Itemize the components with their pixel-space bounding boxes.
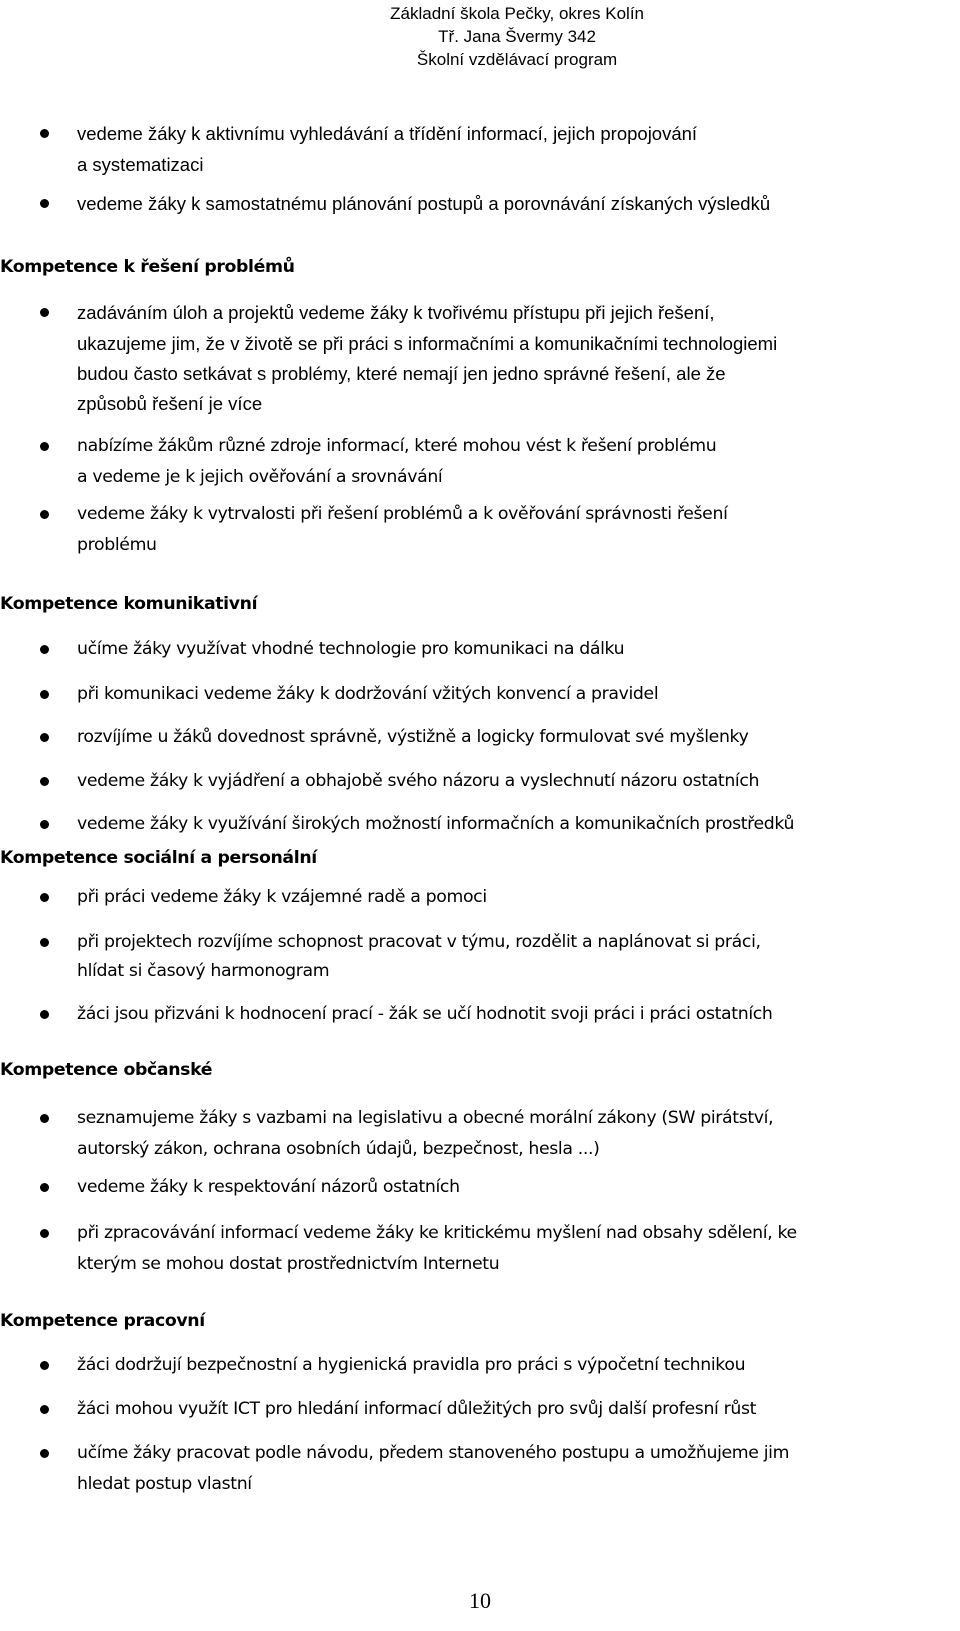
list-item-text: kterým se mohou dostat prostřednictvím Internetu (77, 1254, 500, 1274)
list-item-text: vedeme žáky k samostatnému plánování postupů a porovnávání získaných výsledků (77, 193, 771, 214)
bullet-icon (40, 129, 49, 138)
list-item-text: vedeme žáky k aktivnímu vyhledávání a třídění informací, jejich propojování (77, 123, 698, 144)
bullet-icon (40, 893, 49, 902)
bullet-icon (40, 199, 49, 208)
list-item-text: učíme žáky využívat vhodné technologie pro komunikaci na dálku (77, 639, 625, 659)
header-address: Tř. Jana Švermy 342 (438, 27, 596, 46)
list-item-text: vedeme žáky k vytrvalosti při řešení problémů a k ověřování správnosti řešení (77, 504, 728, 524)
list-item-text: rozvíjíme u žáků dovednost správně, výstižně a logicky formulovat své myšlenky (77, 727, 749, 747)
list-item-text: budou často setkávat s problémy, které nemají jen jedno správné řešení, ale že (77, 363, 726, 384)
bullet-icon (40, 1405, 49, 1414)
header-school-name: Základní škola Pečky, okres Kolín (390, 4, 644, 23)
list-item-text: při komunikaci vedeme žáky k dodržování vžitých konvencí a pravidel (77, 684, 659, 704)
bullet-icon (40, 645, 49, 654)
section-heading: Kompetence k řešení problémů (0, 257, 295, 277)
section-heading: Kompetence pracovní (0, 1311, 205, 1331)
header-document-title: Školní vzdělávací program (416, 50, 618, 69)
bullet-icon (40, 1183, 49, 1192)
list-item-text: a systematizaci (77, 154, 204, 175)
list-item-text: žáci mohou využít ICT pro hledání informací důležitých pro svůj další profesní růst (77, 1399, 757, 1419)
bullet-icon (40, 442, 49, 451)
list-item-text: autorský zákon, ochrana osobních údajů, bezpečnost, hesla ...) (77, 1139, 600, 1159)
list-item-text: vedeme žáky k respektování názorů ostatních (77, 1177, 460, 1197)
list-item-text: žáci dodržují bezpečnostní a hygienická pravidla pro práci s výpočetní technikou (77, 1355, 746, 1375)
list-item-text: hlídat si časový harmonogram (77, 961, 330, 981)
list-item-text: seznamujeme žáky s vazbami na legislativu a obecné morální zákony (SW pirátství, (77, 1108, 774, 1128)
bullet-icon (40, 1114, 49, 1123)
list-item-text: hledat postup vlastní (77, 1474, 252, 1494)
page-number: 10 (469, 1588, 491, 1613)
list-item-text: žáci jsou přizváni k hodnocení prací - žák se učí hodnotit svoji práci i práci ostatních (77, 1004, 773, 1024)
list-item-text: a vedeme je k jejich ověřování a srovnávání (77, 467, 443, 487)
bullet-icon (40, 510, 49, 519)
list-item-text: způsobů řešení je více (77, 393, 263, 414)
list-item-text: nabízíme žákům různé zdroje informací, které mohou vést k řešení problému (77, 436, 717, 456)
list-item-text: zadáváním úloh a projektů vedeme žáky k tvořivému přístupu při jejich řešení, (77, 302, 715, 323)
list-item-text: při zpracovávání informací vedeme žáky ke kritickému myšlení nad obsahy sdělení, ke (77, 1223, 797, 1243)
bullet-icon (40, 1361, 49, 1370)
list-item-text: učíme žáky pracovat podle návodu, předem stanoveného postupu a umožňujeme jim (77, 1443, 790, 1463)
page-header (390, 2, 644, 71)
list-item-text: při práci vedeme žáky k vzájemné radě a pomoci (77, 887, 487, 907)
list-item-text: vedeme žáky k vyjádření a obhajobě svého názoru a vyslechnutí názoru ostatních (77, 771, 760, 791)
bullet-icon (40, 777, 49, 786)
bullet-icon (40, 1449, 49, 1458)
list-item-text: ukazujeme jim, že v životě se při práci s informačními a komunikačními technologiemi (77, 333, 778, 354)
list-item-text: problému (77, 535, 157, 555)
bullet-icon (40, 690, 49, 699)
bullet-icon (40, 308, 49, 317)
bullet-icon (40, 1010, 49, 1019)
bullet-icon (40, 733, 49, 742)
bullet-icon (40, 820, 49, 829)
bullet-icon (40, 1229, 49, 1238)
section-heading: Kompetence komunikativní (0, 594, 258, 614)
section-heading: Kompetence sociální a personální (0, 848, 317, 868)
section-heading: Kompetence občanské (0, 1060, 213, 1080)
bullet-icon (40, 938, 49, 947)
list-item-text: vedeme žáky k využívání širokých možností informačních a komunikačních prostředků (77, 814, 795, 834)
list-item-text: při projektech rozvíjíme schopnost pracovat v týmu, rozdělit a naplánovat si práci, (77, 932, 761, 952)
